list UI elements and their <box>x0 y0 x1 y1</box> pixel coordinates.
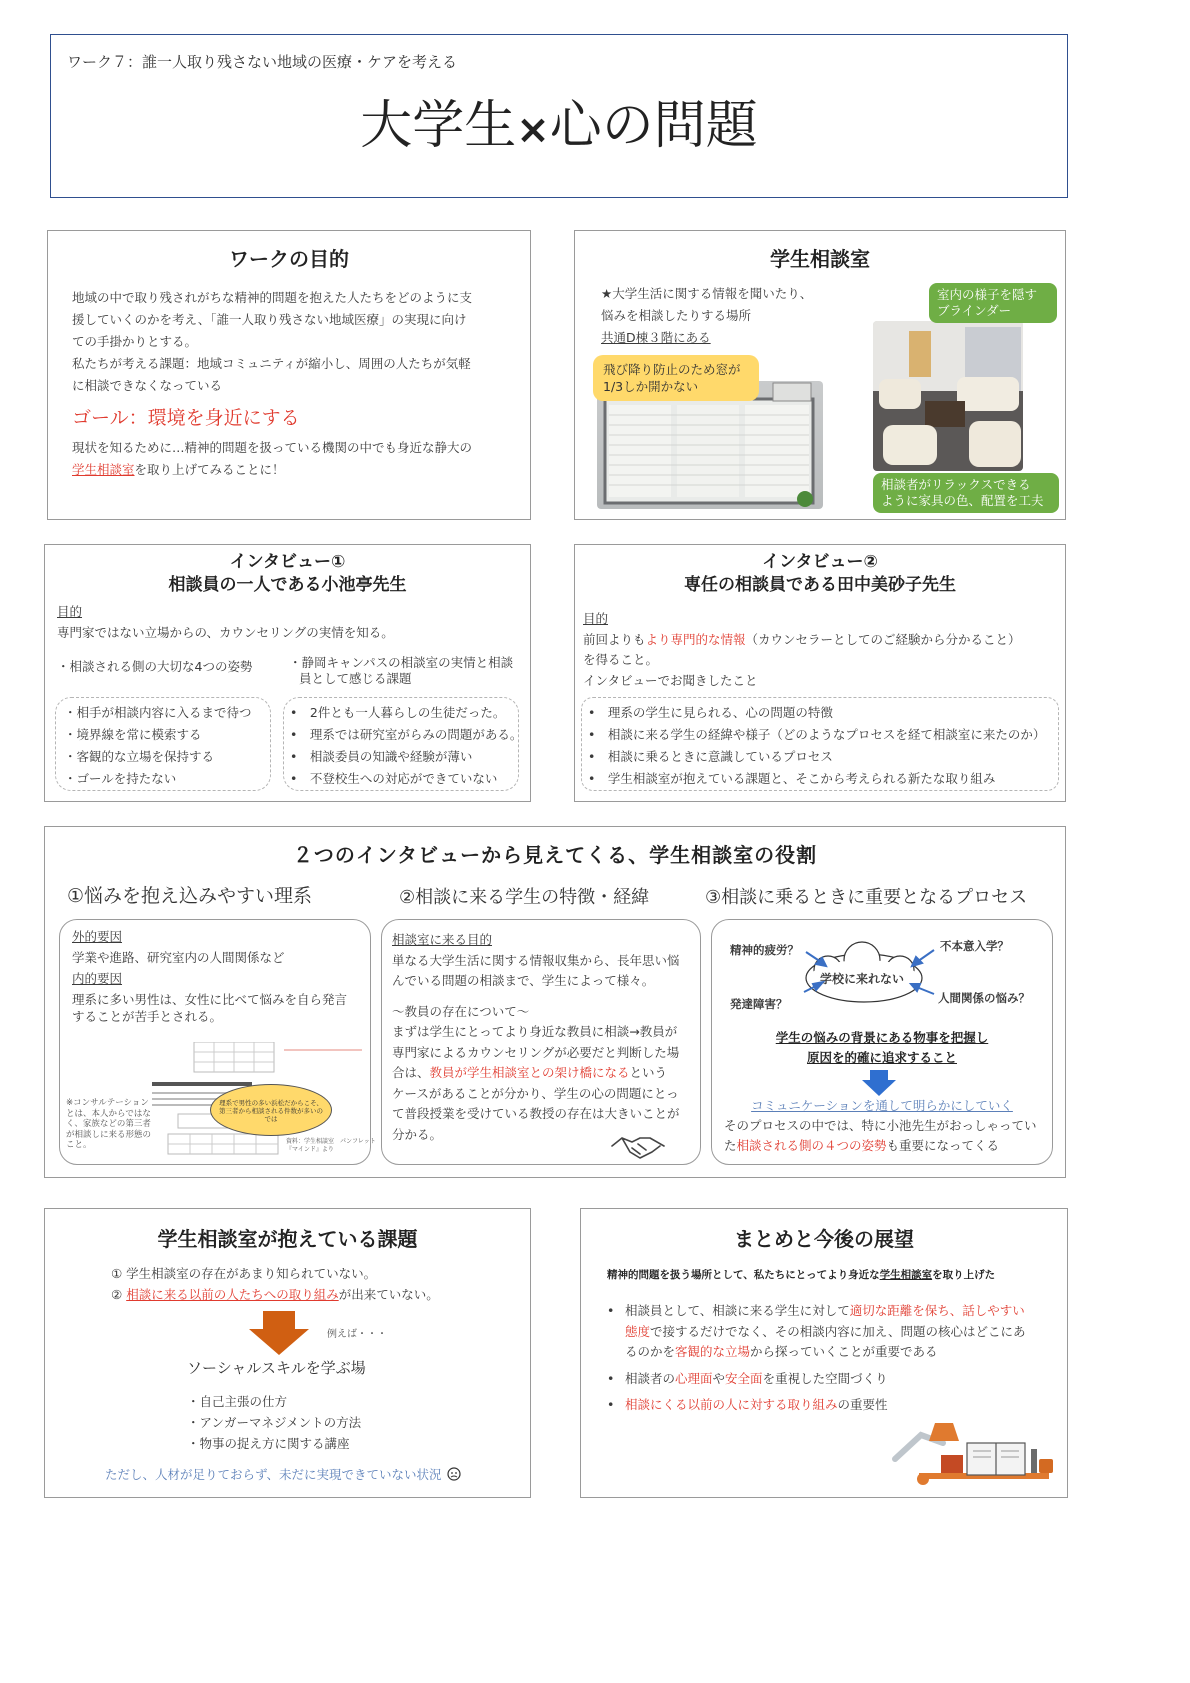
teacher-line3-pre: 合は、 <box>392 1065 430 1080</box>
down-arrow-icon <box>862 1070 896 1096</box>
blinder-callout <box>929 283 1057 323</box>
interview2-title-line2: 専任の相談員である田中美砂子先生 <box>684 575 956 595</box>
interview1-right-box <box>283 697 523 791</box>
b2-mid: や <box>712 1370 726 1386</box>
summary-bullet-2: • 相談者の心理面や安全面を重視した空間づくり <box>607 1370 888 1386</box>
list-item: • 不登校生への対応ができていない <box>290 771 498 786</box>
purpose-paragraph-1 <box>72 287 472 353</box>
external-factor-text: 学業や進路、研究室内の人間関係など <box>72 950 285 965</box>
pamphlet-source <box>286 1138 376 1154</box>
summary-bullet-3: • 相談にくる以前の人に対する取り組みの重要性 <box>607 1397 888 1412</box>
b2-pre: 相談者の <box>625 1370 676 1386</box>
teacher-line5: て普段授業を受けている教授の存在は大きいことが <box>392 1106 680 1121</box>
interview1-title-line2: 相談員の一人である小池亭先生 <box>168 575 407 595</box>
issue-1: ① 学生相談室の存在があまり知られていない。 <box>111 1266 377 1281</box>
process-key-text <box>712 1028 1052 1068</box>
title-left: 大学生 <box>360 96 517 156</box>
list-item: • 2件とも一人暮らしの生徒だった。 <box>290 705 506 720</box>
cause-developmental: 発達障害？ <box>730 997 788 1011</box>
consultation-note-line1: ※コンサルテーション <box>66 1098 149 1108</box>
window-callout-line1: 飛び降り防止のため窓が <box>603 362 741 377</box>
interview2-box <box>581 697 1059 791</box>
work-label: ワーク７：誰一人取り残さない地域の医療・ケアを考える <box>67 53 458 71</box>
b2-post: を重視した空間づくり <box>762 1370 888 1386</box>
list-item: ・物事の捉え方に関する講座 <box>187 1436 350 1451</box>
room-location: 共通D棟３階にある <box>601 330 711 345</box>
teacher-bridge-highlight: 教員が学生相談室との架け橋になる <box>429 1065 630 1080</box>
b1-line2: で接するだけでなく、その相談内容に加え、問題の核心はどこにあ <box>650 1323 1026 1339</box>
teacher-line1: まずは学生にとってより身近な教員に相談→教員が <box>392 1024 678 1039</box>
summary-lead-post: を取り上げた <box>932 1269 996 1281</box>
purpose-p2-line1: 私たちが考える課題：地域コミュニティが縮小し、周囲の人たちが気軽 <box>72 356 471 371</box>
list-item: ・相手が相談内容に入るまで待つ <box>64 705 252 720</box>
interview1-left-heading: ・相談される側の大切な4つの姿勢 <box>57 659 253 674</box>
roles-column-3 <box>711 919 1053 1165</box>
interview1-right-heading-line1: ・静岡キャンパスの相談室の実情と相談 <box>289 655 514 670</box>
four-attitudes-highlight: 相談される側の４つの姿勢 <box>736 1138 887 1153</box>
list-item: • 理系の学生に見られる、心の問題の特徴 <box>588 705 833 720</box>
issues-list <box>111 1263 439 1305</box>
interview2-purpose-post: （カウンセラーとしてのご経験から分かること） <box>745 631 1021 647</box>
summary-lead-highlight: 学生相談室 <box>879 1269 933 1281</box>
process-key-line1: 学生の悩みの背景にある物事を把握し <box>775 1030 989 1045</box>
purpose-p1-line1: 地域の中で取り残されがちな精神的問題を抱えた人たちをどのように支 <box>72 290 473 305</box>
list-item: • 理系では研究室がらみの問題がある。 <box>290 727 523 742</box>
goal-text: ゴール：環境を身近にする <box>72 407 300 429</box>
desk-study-illustration <box>891 1419 1067 1487</box>
purpose-panel <box>47 230 531 520</box>
list-item: • 相談に乗るときに意識しているプロセス <box>588 749 833 764</box>
purpose-p1-line3: ての手掛かりとする。 <box>72 334 198 349</box>
roles-col2-text <box>392 930 680 1145</box>
consultation-note <box>66 1098 151 1151</box>
purpose-p2-line2: に相談できなくなっている <box>72 378 223 393</box>
purpose-paragraph-2 <box>72 353 471 397</box>
orange-down-arrow-icon <box>249 1311 309 1355</box>
room-photo <box>873 321 1023 471</box>
consultation-note-line5: こと。 <box>66 1140 92 1150</box>
interview1-purpose-text: 専門家ではない立場からの、カウンセリングの実情を知る。 <box>57 625 394 640</box>
list-item: ・アンガーマネジメントの方法 <box>187 1415 362 1430</box>
worried-face-icon <box>446 1467 462 1481</box>
social-skills-list <box>187 1391 361 1454</box>
source-line2: 『マインド』より <box>286 1146 334 1153</box>
roles-title: ２つのインタビューから見えてくる、学生相談室の役割 <box>292 843 818 867</box>
consultation-note-line3: く、家族などの第三者 <box>66 1119 151 1129</box>
b3-post: の重要性 <box>837 1397 888 1412</box>
interview1-right-heading <box>289 655 513 687</box>
interview2-list <box>588 702 1045 790</box>
purpose-p3-line1: 現状を知るために…精神的問題を扱っている機関の中でも身近な静大の <box>72 440 473 455</box>
furniture-callout-line2: ように家具の色、配置を工夫 <box>881 493 1044 508</box>
bubble-line3: では <box>264 1115 278 1123</box>
issue-2-highlight: 相談に来る以前の人たちへの取り組み <box>126 1287 339 1302</box>
process-note-pre: た <box>724 1138 737 1153</box>
external-factor-label: 外的要因 <box>72 929 123 944</box>
interview2-purpose-label: 目的 <box>583 611 609 626</box>
title-cross: × <box>516 107 550 153</box>
interview1-purpose-label: 目的 <box>57 604 83 619</box>
interview1-left-box <box>55 697 271 791</box>
interview2-panel <box>574 544 1066 802</box>
issues-title: 学生相談室が抱えている課題 <box>157 1227 418 1251</box>
teacher-line2: 専門家によるカウンセリングが必要だと判断した場 <box>392 1044 680 1060</box>
visit-purpose-line2: んでいる問題の相談まで、学生によって様々。 <box>392 973 655 988</box>
bubble-line1: 理系で男性の多い浜松だからこそ、 <box>219 1099 323 1107</box>
visit-purpose-line1: 単なる大学生活に関する情報収集から、長年思い悩 <box>392 952 680 968</box>
consultation-note-line2: とは、本人からではな <box>66 1108 151 1119</box>
summary-title: まとめと今後の展望 <box>734 1227 914 1251</box>
source-line1: 資料：学生相談室 パンフレット <box>286 1138 376 1145</box>
b1-attitude-highlight: 態度 <box>625 1323 651 1339</box>
process-note-line1: そのプロセスの中では、特に小池先生がおっしゃってい <box>724 1118 1037 1133</box>
header-box <box>50 34 1068 198</box>
social-skills-heading: ソーシャルスキルを学ぶ場 <box>187 1359 366 1377</box>
furniture-callout <box>873 473 1059 513</box>
interview2-purpose-line2: を得ること。 <box>583 652 659 667</box>
shortage-note-text: ただし、人材が足りておらず、未だに実現できていない状況 <box>105 1467 442 1482</box>
b1-pre: 相談員として、相談に来る学生に対して <box>625 1303 850 1318</box>
list-item: • 相談に来る学生の経緯や様子（どのようなプロセスを経て相談室に来たのか） <box>588 727 1046 742</box>
summary-lead-pre: 精神的問題を扱う場所として、私たちにとってより身近な <box>607 1269 880 1281</box>
issue-2-rest: が出来ていない。 <box>338 1287 439 1302</box>
interview1-panel <box>44 544 531 802</box>
shortage-note <box>105 1465 462 1483</box>
list-item: ・境界線を常に模索する <box>64 727 202 742</box>
interview1-right-heading-line2: 員として感じる課題 <box>299 671 412 686</box>
window-callout-line2: 1/3しか開かない <box>603 379 699 394</box>
internal-factor-line2: することが苦手とされる。 <box>72 1009 223 1024</box>
interview2-asked: インタビューでお聞きしたこと <box>583 672 758 688</box>
list-item: ・客観的な立場を保持する <box>64 749 215 764</box>
b1-objective-highlight: 客観的な立場 <box>675 1344 751 1359</box>
interview2-purpose-pre: 前回よりも <box>583 631 646 647</box>
purpose-p3-rest: を取り上げてみることに！ <box>134 462 285 477</box>
communication-link: コミュニケーションを通して明らかにしていく <box>751 1098 1013 1113</box>
interview2-purpose <box>583 609 1021 691</box>
interview1-title <box>45 551 530 597</box>
furniture-callout-line1: 相談者がリラックスできる <box>881 477 1031 492</box>
handshake-icon <box>610 1132 666 1162</box>
interview1-title-line1: インタビュー① <box>229 552 346 572</box>
internal-factor-label: 内的要因 <box>72 971 123 986</box>
interview2-purpose-highlight: より専門的な情報 <box>645 631 746 647</box>
room-line2: 悩みを相談したりする場所 <box>601 308 752 323</box>
summary-bullet-1: • 相談員として、相談に来る学生に対して適切な距離を保ち、話しやすい 態度で接するだけでなく、その相談内容に加え、問題の核心はどこにあ るのかを客観的な立場から探っていくことが重要である <box>607 1303 1026 1359</box>
room-illustration <box>873 321 1023 471</box>
roles-column-2 <box>381 919 701 1165</box>
issues-panel <box>44 1208 531 1498</box>
purpose-p1-line2: 援していくのかを考え、「誰一人取り残さない地域医療」の実現に向け <box>72 312 467 327</box>
roles-heading-3: ③相談に乗るときに重要となるプロセス <box>705 887 1028 908</box>
b2-psych-highlight: 心理面 <box>675 1370 713 1386</box>
process-key-line2: 原因を的確に追求すること <box>806 1050 957 1065</box>
room-description <box>601 283 812 349</box>
roles-heading-1: ①悩みを抱え込みやすい理系 <box>67 885 313 907</box>
list-item: ・ゴールを持たない <box>64 771 177 786</box>
visit-purpose-label: 相談室に来る目的 <box>392 932 493 947</box>
blinder-callout-line2: ブラインダー <box>937 303 1012 318</box>
blinder-callout-line1: 室内の様子を隠す <box>937 287 1038 302</box>
hamamatsu-bubble <box>210 1084 332 1136</box>
purpose-title: ワークの目的 <box>229 247 349 271</box>
b3-highlight: 相談にくる以前の人に対する取り組み <box>625 1397 838 1412</box>
example-label: 例えば・・・ <box>327 1329 387 1340</box>
teacher-line3-post: という <box>629 1065 668 1080</box>
room-title: 学生相談室 <box>770 247 870 271</box>
teacher-line6: 分かる。 <box>392 1126 443 1142</box>
roles-heading-2: ②相談に来る学生の特徴・経緯 <box>399 887 650 908</box>
interview2-title-line1: インタビュー② <box>762 552 878 572</box>
cause-relationships: 人間関係の悩み？ <box>938 991 1030 1005</box>
teacher-heading: 〜教員の存在について〜 <box>392 1003 530 1019</box>
b2-safety-highlight: 安全面 <box>725 1370 763 1386</box>
process-note-post: も重要になってくる <box>886 1138 1000 1153</box>
teacher-line4: ケースがあることが分かり、学生の心の問題にとっ <box>392 1085 679 1101</box>
purpose-paragraph-3 <box>72 437 472 481</box>
b1-line3-pre: るのかを <box>625 1344 676 1359</box>
summary-bullets <box>607 1301 1026 1416</box>
consultation-note-line4: が相談しに来る形態の <box>66 1129 152 1140</box>
interview1-left-list <box>64 702 252 790</box>
cloud-center-text: 学校に来れない <box>820 972 905 986</box>
list-item: ・自己主張の仕方 <box>187 1394 288 1409</box>
summary-lead <box>607 1267 995 1282</box>
room-panel <box>574 230 1066 520</box>
roles-panel <box>44 826 1066 1178</box>
issue-2-number: ② <box>111 1287 127 1302</box>
page-title <box>51 83 1067 158</box>
title-right: 心の問題 <box>549 96 758 156</box>
room-line1: ★大学生活に関する情報を聞いたり、 <box>601 286 813 301</box>
list-item: • 相談委員の知識や経験が薄い <box>290 749 473 764</box>
summary-panel <box>580 1208 1068 1498</box>
b1-line3-post: から探っていくことが重要である <box>750 1344 938 1359</box>
roles-col1-text <box>72 926 347 1024</box>
list-item: • 学生相談室が抱えている課題と、そこから考えられる新たな取り組み <box>588 771 996 786</box>
roles-column-1 <box>59 919 376 1165</box>
window-callout <box>593 355 759 401</box>
interview2-title <box>575 551 1065 597</box>
cause-unwilling-entry: 不本意入学？ <box>940 939 1009 953</box>
process-note <box>724 1116 1037 1156</box>
b1-distance-highlight: 適切な距離を保ち、話しやすい <box>849 1303 1025 1318</box>
student-room-link[interactable]: 学生相談室 <box>72 462 135 477</box>
bubble-line2: 第三者から相談される件数が多いの <box>219 1107 323 1115</box>
interview1-right-list <box>290 702 522 790</box>
cause-mental-fatigue: 精神的疲労？ <box>730 943 799 957</box>
internal-factor-line1: 理系に多い男性は、女性に比べて悩みを自ら発言 <box>72 992 348 1007</box>
